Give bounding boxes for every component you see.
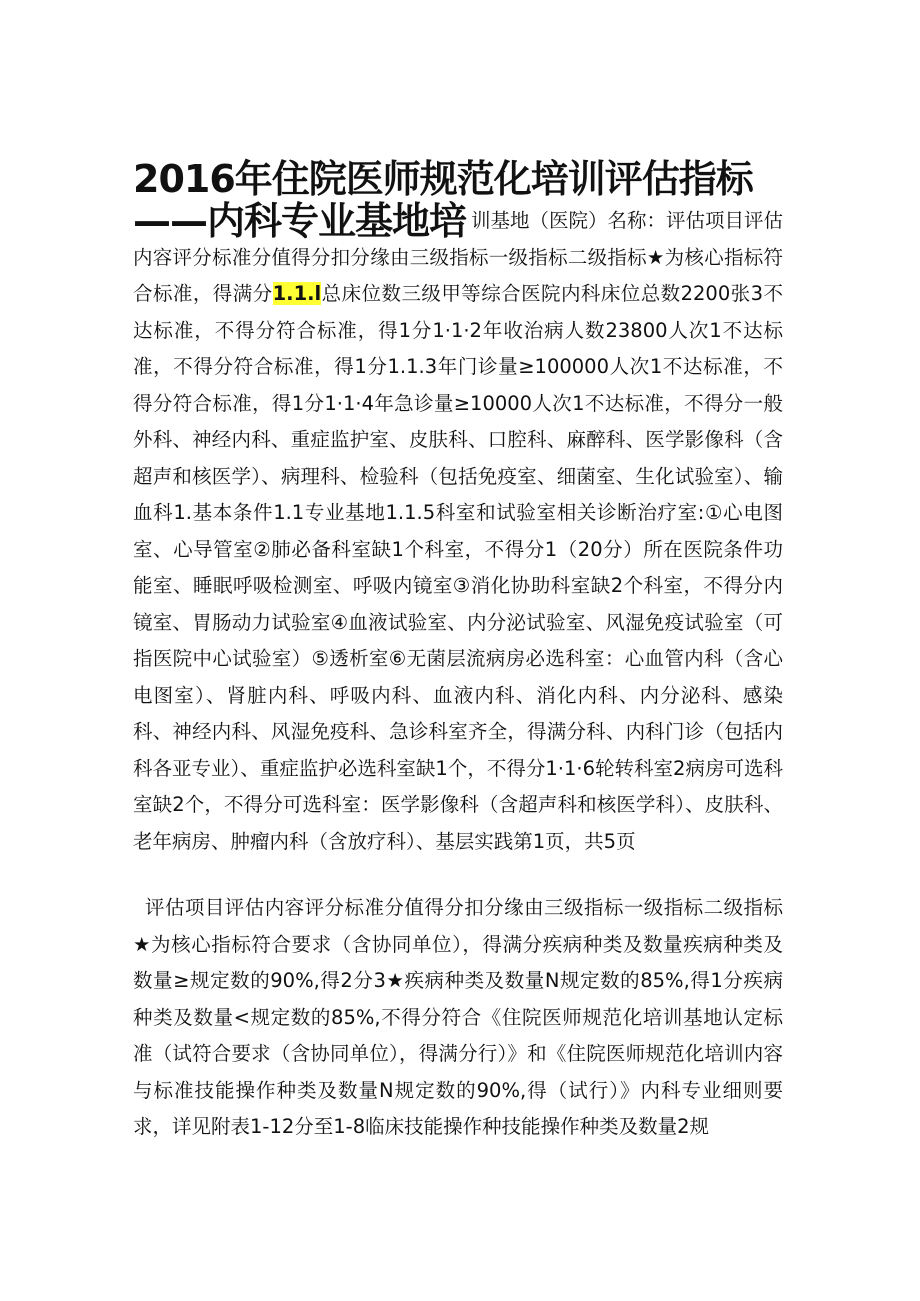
paragraph-2: 评估项目评估内容评分标准分值得分扣分缘由三级指标一级指标二级指标★为核心指标符合要求（含协同单位），得满分疾病种类及数量疾病种类及数量≥规定数的90%,得2分3★疾病种类及数量N规定数的85%,得1分疾病种类及数量<规定数的85%,不得分符合《住院医师规范化培训基地认定标准（试符合要求（含协同单位），得满分行）》和《住院医师规范化培训内容与标准技能操作种类及数量N规定数的90%,得（试行）》内科专业细则要求，详见附表1-12分至1-8临床技能操作种技能操作种类及数量2规 — [133, 896, 783, 1138]
title-wrap-spacer — [133, 226, 471, 227]
paragraph-1-lead: 训基地（医院）名称：评估项目评估内容评分标准分值得分扣分缘由三级指标一级指标二级指标★为核心指标符合标准，得满分 — [133, 209, 784, 305]
title-line-2-text: ——内科专业基地培 — [133, 199, 467, 243]
title-line-1: 2016年住院医师规范化培训评估指标 — [133, 157, 753, 201]
paragraph-1-rest: 总床位数三级甲等综合医院内科床位总数2200张3不达标准，不得分符合标准，得1分1·1·2年收治病人数23800人次1不达标准，不得分符合标准，得1分1.1.3年门诊量≥100000人次1不达标准，不得分符合标准，得1分1·1·4年急诊量≥10000人次1不达标准，不得分一般外科、神经内科、重症监护室、皮肤科、口腔科、麻醉科、医学影像科（含超声和核医学）、病理科、检验科（包括免疫室、细菌室、生化试验室）、输血科1.基本条件1.1专业基地1.1.5科室和试验室相关诊断治疗室:①心电图室、心导管室②肺必备科室缺1个科室，不得分1（20分）所在医院条件功能室、睡眠呼吸检测室、呼吸内镜室③消化协助科室缺2个科室，不得分内镜室、胃肠动力试验室④血液试验室、内分泌试验室、风湿免疫试验室（可指医院中心试验室）⑤透析室⑥无菌层流病房必选科室：心血管内科（含心电图室）、肾脏内科、呼吸内科、血液内科、消化内科、内分泌科、感染科、神经内科、风湿免疫科、急诊科室齐全，得满分科、内科门诊（包括内科各亚专业）、重症监护必选科室缺1个，不得分1·1·6轮转科室2病房可选科室缺2个，不得分可选科室：医学影像科（含超声科和核医学科）、皮肤科、老年病房、肿瘤内科（含放疗科）、基层实践第1页，共5页 — [133, 282, 783, 853]
paragraph-1 — [133, 203, 783, 860]
highlighted-clause-number: 1.1.l — [272, 282, 322, 305]
